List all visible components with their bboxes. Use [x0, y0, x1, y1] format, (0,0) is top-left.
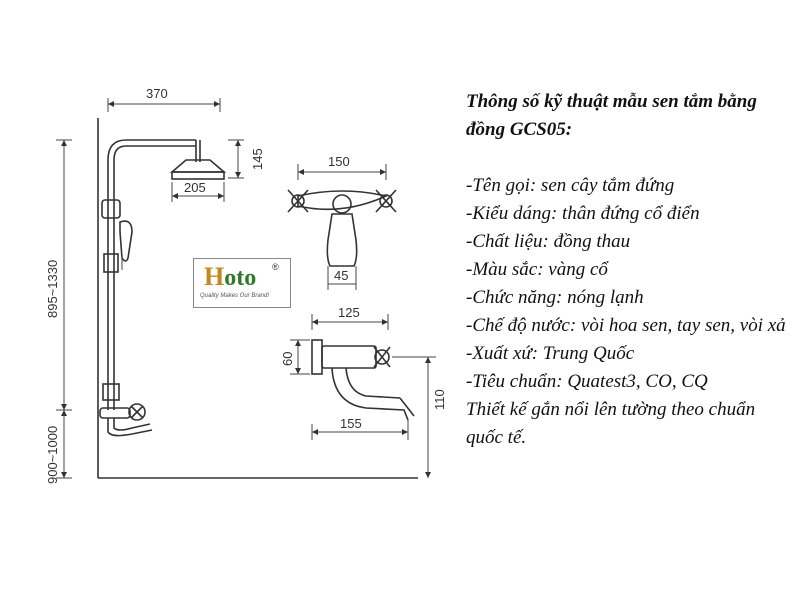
spec-title: Thông số kỹ thuật mẫu sen tắm bằng đồng GCS05:: [466, 91, 757, 140]
dim-895-1330-label: 895~1330: [45, 259, 60, 318]
spec-line: Thiết kế gắn nổi lên tường theo chuẩn quốc tế.: [466, 399, 756, 448]
dim-45-label: 45: [334, 268, 349, 283]
dim-60-label: 60: [280, 351, 295, 366]
brand-logo: [193, 258, 291, 308]
spec-line: -Màu sắc: vàng cổ: [466, 259, 608, 280]
dim-110-label: 110: [432, 389, 447, 410]
logo-registered-mark: ®: [272, 262, 279, 272]
dim-150-label: 150: [328, 154, 350, 169]
spec-line: -Tiêu chuẩn: Quatest3, CO, CQ: [466, 371, 708, 392]
dim-205-label: 205: [184, 180, 206, 195]
mixer-front-drawing: [288, 154, 396, 290]
logo-tagline: Quality Makes Our Brand!: [200, 293, 270, 299]
dim-145-label: 145: [250, 148, 265, 170]
dim-900-1000-label: 900~1000: [45, 425, 60, 484]
dim-370-label: 370: [146, 86, 168, 101]
spec-line: -Chức năng: nóng lạnh: [466, 287, 644, 308]
spec-panel: [466, 88, 796, 452]
spec-line: -Xuất xứ: Trung Quốc: [466, 343, 635, 364]
dim-125-label: 125: [338, 305, 360, 320]
mixer-side-drawing: [280, 305, 447, 478]
dim-155-label: 155: [340, 416, 362, 431]
spec-line: -Chế độ nước: vòi hoa sen, tay sen, vòi xả: [466, 315, 786, 336]
spec-line: -Chất liệu: đồng thau: [466, 231, 631, 252]
spec-line: -Tên gọi: sen cây tắm đứng: [466, 175, 675, 196]
logo-wordmark: Hoto: [204, 262, 257, 291]
spec-line: -Kiểu dáng: thân đứng cổ điển: [466, 203, 700, 224]
